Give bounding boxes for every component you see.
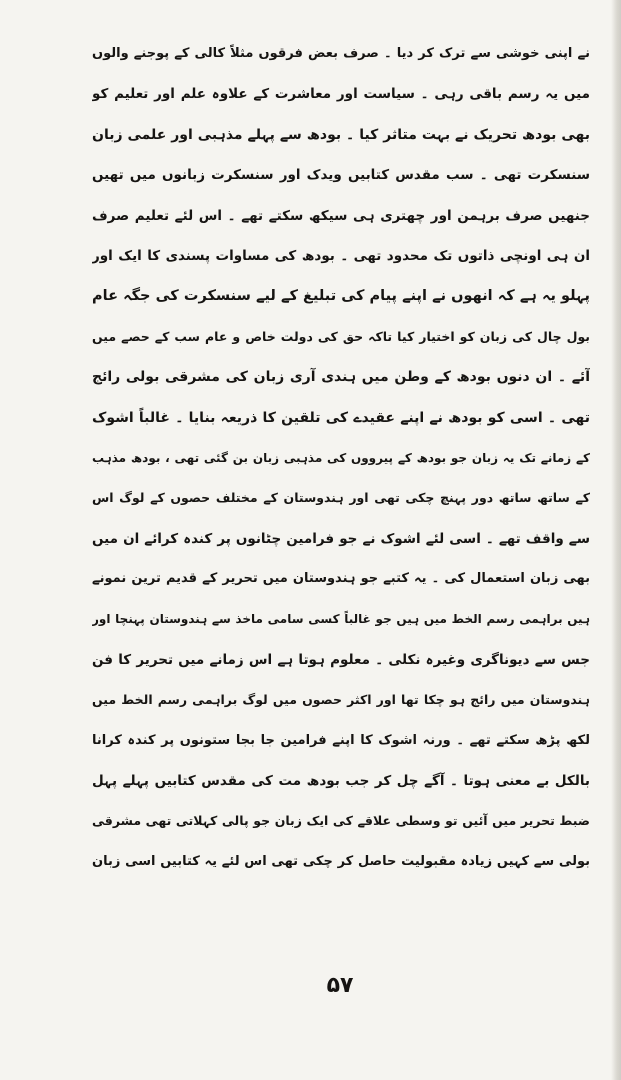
text-line: بولی سے کہیں زیادہ مقبولیت حاصل کر چکی تھی اس لئے یہ کتابیں اسی زبان: [92, 853, 590, 869]
text-line: آئے ۔ ان دنوں بودھ کے وطن میں ہندی آری زبان کی مشرقی بولی رائج: [92, 369, 590, 386]
text-line: بالکل بے معنی ہوتا ۔ آگے چل کر جب بودھ مت کی مقدس کتابیں پہلے پہل: [92, 773, 590, 790]
page-edge-shadow: [611, 0, 621, 1080]
body-text: [92, 34, 590, 882]
text-line: ضبط تحریر میں آئیں تو وسطی علاقے کی ایک زبان جو پالی کہلاتی تھی مشرقی: [92, 813, 590, 829]
text-line: تھی ۔ اسی کو بودھ نے اپنے عقیدے کی تلقین کا ذریعہ بنایا ۔ غالباً اشوک: [92, 409, 590, 426]
text-line: بھی بودھ تحریک نے بہت متاثر کیا ۔ بودھ سے پہلے مذہبی اور علمی زبان: [92, 126, 590, 143]
text-line: جنھیں صرف برہمن اور چھتری ہی سیکھ سکتے تھے ۔ اس لئے تعلیم صرف: [92, 207, 590, 224]
text-line: بھی زبان استعمال کی ۔ یہ کتبے جو ہندوستان میں تحریر کے قدیم ترین نمونے: [92, 571, 590, 587]
text-line: لکھ پڑھ سکتے تھے ۔ ورنہ اشوک کا اپنے فرامین جا بجا ستونوں پر کندہ کرانا: [92, 732, 590, 748]
text-line: ان ہی اونچی ذاتوں تک محدود تھی ۔ بودھ کی مساوات پسندی کا ایک اور: [92, 247, 590, 264]
text-line: نے اپنی خوشی سے ترک کر دیا ۔ صرف بعض فرقوں مثلاً کالی کے پوجنے والوں: [92, 46, 590, 61]
text-line: جس سے دیوناگری وغیرہ نکلی ۔ معلوم ہوتا ہے اس زمانے میں تحریر کا فن: [92, 651, 590, 668]
text-line: پہلو یہ ہے کہ انھوں نے اپنے پیام کی تبلیغ کے لیے سنسکرت کی جگہ عام: [92, 288, 590, 305]
text-line: سے واقف تھے ۔ اسی لئے اشوک نے جو فرامین چٹانوں پر کندہ کرائے ان میں: [92, 530, 590, 547]
text-line: بول چال کی زبان کو اختیار کیا تاکہ حق کی دولت خاص و عام سب کے حصے میں: [92, 328, 590, 344]
text-line: کے ساتھ ساتھ دور پہنچ چکی تھی اور ہندوستان کے مختلف حصوں کے لوگ اس: [92, 490, 590, 506]
text-line: ہندوستان میں رائج ہو چکا تھا اور اکثر حصوں میں لوگ براہمی رسم الخط میں: [92, 692, 590, 708]
text-line: میں یہ رسم باقی رہی ۔ سیاست اور معاشرت کے علاوہ علم اور تعلیم کو: [92, 86, 590, 103]
text-line: سنسکرت تھی ۔ سب مقدس کتابیں ویدک اور سنسکرت زبانوں میں تھیں: [92, 167, 590, 184]
text-line: ہیں براہمی رسم الخط میں ہیں جو غالباً کسی سامی ماخذ سے ہندوستان پہنچا اور: [92, 612, 590, 627]
text-line: کے زمانے تک یہ زبان جو بودھ کے پیرووں کی مذہبی زبان بن گئی تھی ، بودھ مذہب: [92, 450, 590, 465]
page-number: ۵۷: [326, 973, 354, 998]
